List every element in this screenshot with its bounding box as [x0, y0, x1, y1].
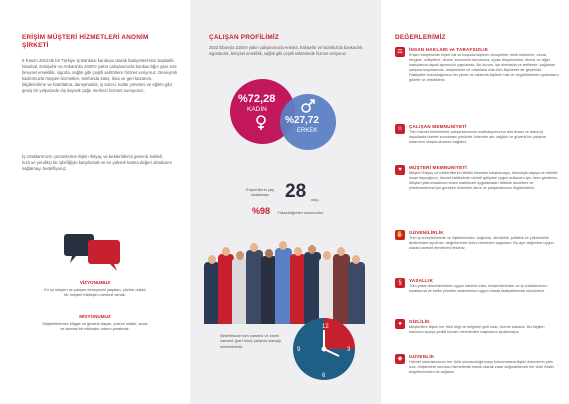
law-icon: § [395, 278, 405, 288]
values-title: DEĞERLERİMİZ [395, 34, 446, 41]
graduate-text: Yükseköğretim mezunudur. [277, 210, 325, 215]
svg-text:3: 3 [347, 347, 351, 353]
about-column [0, 0, 190, 404]
company-intro: 5 Kasım 2012'de bir Türkiye İş Bankası kuruluşu olarak faaliyetlerimize başladık. İstanbul, Eskişehir ve Ankara'da 2400'e yakın çalışanımızla bankacılığın yanı sıra bireysel emeklilik, sigorta, sağlık gibi çeşitli sektörlere hizmet veriyoruz. Deneyimli kadromuzla müşteri hizmetleri, telefonda satış, ikna ve geri kazanım, bilgilendirme ve hatırlatma, danışmanlık, iş süreci, kalite yönetimi ve eğitim gibi geniş bir yelpazede dış kaynak çağrı merkezi hizmeti sunuyoruz. [22, 58, 177, 94]
employees-illustration [200, 228, 371, 324]
female-percent: %72,28 [238, 93, 276, 105]
vision-text: En iyi müşteri ve çalışan deneyimini yaşatan, çözüm odaklı bir müşteri etkileşim merkezi olmak. [44, 287, 146, 298]
male-percent: %27,72 [285, 115, 319, 126]
value-legality: § YASALLIK Tüm yasal düzenlemelere uygun hareket eder, müşterilerimizin ve iş ortaklarımızın kurallarına ve kalite yönetim sistemlerine uygun olarak faaliyetlerimizi sürdürürüz. [395, 278, 560, 314]
male-label: ERKEK [297, 128, 318, 134]
value-employee-satisfaction: ☺ ÇALIŞAN MEMNUNİYETİ Tüm hizmet birimlerinde çalışanlarımızın motivasyonunun artırılması ve daha iyi koşullarda hizmet sunulması yönünde önlemler alır, sağlıklı ve güvenli bir çalışma ortamının oluşturulmasını sağlarız. [396, 124, 546, 145]
age-value: 28 [285, 181, 307, 202]
age-unit: olup, [311, 197, 320, 202]
lock-icon: ● [395, 319, 405, 329]
value-customer-satisfaction: ♥ MÜŞTERİ MEMNUNİYETİ Müşteri ihtiyaç ve beklentilerini nitelikli hizmetle karşılamaya, teknolojik altyapı ve nitelikli insan kaynağının, hizmet kalitesinde sürekli gelişime uygun kullanımı için özen gösteririz. Müşteri yakınmalarına neden olabilecek uygulamaları titizlikle düzeltme ve yinelenmemesi için gereken önlemleri alırız ve çalışanlarımızı bilgilendiririz. [395, 165, 560, 227]
female-label: KADIN [247, 106, 267, 113]
age-caption: Erişim'lilerin yaş ortalaması [246, 187, 274, 198]
male-symbol-icon [301, 99, 315, 113]
vision-title: VİZYONUMUZ [79, 280, 111, 285]
svg-text:9: 9 [297, 347, 301, 353]
profile-title: ÇALIŞAN PROFİLİMİZ [209, 34, 279, 41]
value-confidentiality: ● GİZLİLİK Müşterilere ilişkin her türlü bilgi ve belgeleri gizli tutar, özenle saklarız. Bu bilgileri kanunen açıkça yetkili kılınan mercilerden başkasına açıklamayız. [395, 319, 560, 349]
mission-title: MİSYONUMUZ [79, 314, 111, 319]
company-title: ERİŞİM MÜŞTERİ HİZMETLERİ ANONİM ŞİRKETİ [22, 34, 149, 49]
graduate-percent: %98 [252, 206, 271, 216]
mission-text: Müşterilerimize bilgiye ve güvene dayalı, çözüm odaklı, sıcak ve samimi bir etkileşim ortamı yaratmak. [42, 321, 148, 332]
handshake-icon: ✋ [396, 232, 404, 238]
value-security: ◆ GÜVENLİK Hizmet ortamlarımızın her türlü olumsuzluğa karşı korunmasına ilişkin önlemlerin yanı sıra, müşterilere sunulan hizmetlerde teknik olarak zarar doğurabilecek her türlü ihlalin engellenmesini de sağlarız. [395, 354, 560, 390]
shield-icon: ◆ [395, 354, 405, 364]
customer-icon: ♥ [395, 165, 405, 175]
value-human-rights: ⚖ İNSAN HAKLARI ve TARAFSIZLIK Erişim bünyesinde hiçbir hal ve koşulda kişilerin cinsiyetine, etnik kökenine, ırkına, rengine, milliyetine, dinine, ekonomik durumuna, siyasi düşüncesine, dinine ve diğer inançlarına dayalı ayrımcılık yapılamaz. Bu durum, işe alımlarda ve terfilerde, sağlanan çalışma koşullarında, müşterilerle ve ortaklarla olan tüm ilişkilerde de geçerlidir. Faaliyette bulunduğumuz her yerde ve ortamda kişilerin hak ve özgürlüklerine uyulmasını gözetir ve destekleriz. [395, 47, 560, 117]
female-symbol-icon [255, 115, 267, 131]
employee-icon: ☺ [396, 126, 404, 132]
scales-icon: ⚖ [395, 47, 405, 57]
company-goal: İş ortaklarımızın çözümlerine ilişkin ihtiyaç ve beklentilerini güvenli, kaliteli, hızlı ve yenilikçi bir işbirliğiyle karşılamak ve en yüksek katma değeri almalarını sağlamayı hedefliyoruz. [22, 154, 172, 172]
speech-bubbles-icon [62, 232, 124, 272]
svg-text:6: 6 [322, 373, 326, 379]
profile-intro: 2022 itibarıyla 2100'e yakın çalışanımızla Ankara, Eskişehir ve İstanbul'da bankacılık, sigortacılık, bireysel emeklilik, sağlık gibi çeşitli sektörlerde hizmet veriyoruz. [209, 45, 364, 56]
clock-icon [291, 316, 357, 382]
values-column [381, 0, 569, 404]
value-reliability: ✋ GÜVENİLİRLİK Tüm iş süreçlerimizde ve ilişkilerimizde; doğruluk, dürüstlük, şeffaflık ve yükümlülük ilkelerinden ayrılmaz, değerlerimizi ödün vermeden uygularız. Bu ayrı değerlere uygun olarak hareket etmelerini bekleriz. [396, 230, 554, 251]
svg-text:12: 12 [322, 324, 329, 330]
employee-profile-column [190, 0, 381, 404]
work-type-text: Şirketimizde tam zamanlı ve kısmi zamanlı (part time) çalışma olanağı verilmektedir. [220, 333, 281, 349]
